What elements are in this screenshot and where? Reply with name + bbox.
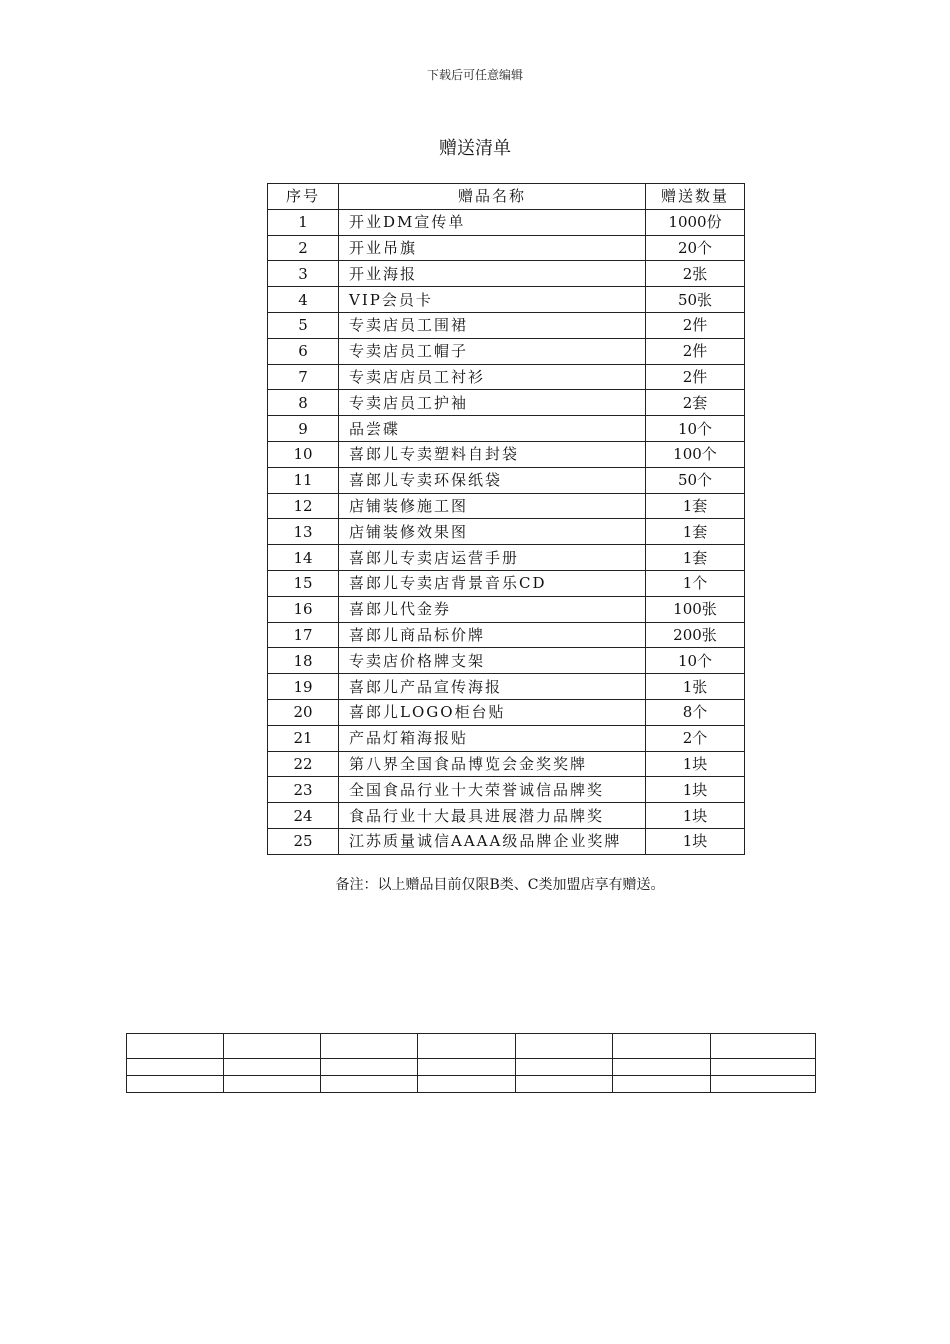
row-number: 20	[268, 699, 339, 725]
blank-cell	[127, 1059, 224, 1076]
table-row	[268, 312, 745, 338]
row-number: 14	[268, 545, 339, 571]
row-number: 7	[268, 364, 339, 390]
row-number: 22	[268, 751, 339, 777]
row-quantity: 1张	[646, 674, 745, 700]
row-gift-name: 喜郎儿专卖环保纸袋	[339, 467, 646, 493]
row-gift-name: 店铺装修效果图	[339, 519, 646, 545]
row-number: 3	[268, 261, 339, 287]
table-row	[268, 519, 745, 545]
gift-table-body	[268, 209, 745, 854]
row-quantity: 2件	[646, 312, 745, 338]
blank-cell	[710, 1059, 815, 1076]
row-quantity: 1个	[646, 570, 745, 596]
table-row	[268, 699, 745, 725]
row-gift-name: 产品灯箱海报贴	[339, 725, 646, 751]
header-gift-name: 赠品名称	[339, 184, 646, 210]
table-row	[268, 803, 745, 829]
row-gift-name: 专卖店价格牌支架	[339, 648, 646, 674]
row-gift-name: 全国食品行业十大荣誉诚信品牌奖	[339, 777, 646, 803]
row-quantity: 2件	[646, 338, 745, 364]
blank-cell	[612, 1059, 710, 1076]
row-quantity: 10个	[646, 648, 745, 674]
row-gift-name: 专卖店员工围裙	[339, 312, 646, 338]
table-row	[268, 674, 745, 700]
blank-cell	[321, 1059, 418, 1076]
row-gift-name: 专卖店员工帽子	[339, 338, 646, 364]
blank-cell	[710, 1076, 815, 1093]
row-quantity: 1块	[646, 803, 745, 829]
row-gift-name: 喜郎儿专卖塑料自封袋	[339, 441, 646, 467]
blank-cell	[418, 1076, 515, 1093]
row-quantity: 50个	[646, 467, 745, 493]
table-row	[268, 338, 745, 364]
row-number: 13	[268, 519, 339, 545]
row-gift-name: 喜郎儿专卖店运营手册	[339, 545, 646, 571]
row-gift-name: 店铺装修施工图	[339, 493, 646, 519]
row-number: 8	[268, 390, 339, 416]
row-number: 21	[268, 725, 339, 751]
row-quantity: 10个	[646, 416, 745, 442]
row-gift-name: 喜郎儿产品宣传海报	[339, 674, 646, 700]
row-gift-name: 品尝碟	[339, 416, 646, 442]
row-gift-name: 专卖店店员工衬衫	[339, 364, 646, 390]
row-gift-name: 喜郎儿代金券	[339, 596, 646, 622]
table-row	[268, 209, 745, 235]
table-row	[268, 648, 745, 674]
row-quantity: 2套	[646, 390, 745, 416]
row-quantity: 1套	[646, 493, 745, 519]
row-quantity: 1块	[646, 828, 745, 854]
row-number: 17	[268, 622, 339, 648]
row-gift-name: 开业吊旗	[339, 235, 646, 261]
blank-cell	[321, 1076, 418, 1093]
table-header-row	[268, 184, 745, 210]
blank-cell	[710, 1034, 815, 1059]
blank-cell	[515, 1059, 612, 1076]
table-row	[268, 441, 745, 467]
row-gift-name: 江苏质量诚信AAAA级品牌企业奖牌	[339, 828, 646, 854]
row-quantity: 200张	[646, 622, 745, 648]
blank-cell	[127, 1076, 224, 1093]
table-row	[268, 287, 745, 313]
remark-note: 备注：以上赠品目前仅限B类、C类加盟店享有赠送。	[335, 877, 665, 893]
row-number: 10	[268, 441, 339, 467]
row-number: 6	[268, 338, 339, 364]
row-number: 23	[268, 777, 339, 803]
table-row	[268, 751, 745, 777]
blank-cell	[418, 1034, 515, 1059]
table-row	[268, 828, 745, 854]
table-row	[268, 545, 745, 571]
row-gift-name: 喜郎儿LOGO柜台贴	[339, 699, 646, 725]
table-row	[268, 622, 745, 648]
table-row	[268, 364, 745, 390]
table-row	[268, 777, 745, 803]
row-number: 2	[268, 235, 339, 261]
row-number: 11	[268, 467, 339, 493]
row-gift-name: VIP会员卡	[339, 287, 646, 313]
table-row	[268, 390, 745, 416]
blank-table	[126, 1033, 816, 1093]
row-number: 12	[268, 493, 339, 519]
blank-table-row	[127, 1076, 816, 1093]
row-gift-name: 食品行业十大最具进展潜力品牌奖	[339, 803, 646, 829]
document-title: 赠送清单	[439, 138, 511, 159]
row-gift-name: 喜郎儿商品标价牌	[339, 622, 646, 648]
blank-cell	[127, 1034, 224, 1059]
blank-cell	[612, 1034, 710, 1059]
row-number: 16	[268, 596, 339, 622]
row-number: 18	[268, 648, 339, 674]
blank-cell	[321, 1034, 418, 1059]
table-row	[268, 493, 745, 519]
table-row	[268, 416, 745, 442]
row-gift-name: 喜郎儿专卖店背景音乐CD	[339, 570, 646, 596]
blank-cell	[612, 1076, 710, 1093]
row-quantity: 2张	[646, 261, 745, 287]
row-number: 15	[268, 570, 339, 596]
row-gift-name: 开业DM宣传单	[339, 209, 646, 235]
row-quantity: 20个	[646, 235, 745, 261]
row-number: 4	[268, 287, 339, 313]
row-number: 5	[268, 312, 339, 338]
header-number: 序号	[268, 184, 339, 210]
row-number: 24	[268, 803, 339, 829]
row-quantity: 50张	[646, 287, 745, 313]
row-quantity: 2件	[646, 364, 745, 390]
row-number: 19	[268, 674, 339, 700]
row-gift-name: 专卖店员工护袖	[339, 390, 646, 416]
blank-cell	[515, 1034, 612, 1059]
header-quantity: 赠送数量	[646, 184, 745, 210]
blank-cell	[224, 1059, 321, 1076]
row-quantity: 100个	[646, 441, 745, 467]
header-note: 下载后可任意编辑	[426, 68, 523, 82]
row-quantity: 100张	[646, 596, 745, 622]
row-number: 25	[268, 828, 339, 854]
row-quantity: 1套	[646, 519, 745, 545]
row-gift-name: 第八界全国食品博览会金奖奖牌	[339, 751, 646, 777]
table-row	[268, 725, 745, 751]
table-row	[268, 261, 745, 287]
table-row	[268, 467, 745, 493]
blank-table-row	[127, 1034, 816, 1059]
blank-cell	[224, 1076, 321, 1093]
row-number: 9	[268, 416, 339, 442]
row-number: 1	[268, 209, 339, 235]
blank-cell	[224, 1034, 321, 1059]
row-quantity: 1块	[646, 751, 745, 777]
blank-cell	[418, 1059, 515, 1076]
row-quantity: 1套	[646, 545, 745, 571]
table-row	[268, 570, 745, 596]
row-quantity: 1块	[646, 777, 745, 803]
table-row	[268, 596, 745, 622]
blank-table-row	[127, 1059, 816, 1076]
gift-list-table	[267, 183, 745, 855]
row-quantity: 8个	[646, 699, 745, 725]
row-gift-name: 开业海报	[339, 261, 646, 287]
row-quantity: 2个	[646, 725, 745, 751]
blank-cell	[515, 1076, 612, 1093]
row-quantity: 1000份	[646, 209, 745, 235]
table-row	[268, 235, 745, 261]
